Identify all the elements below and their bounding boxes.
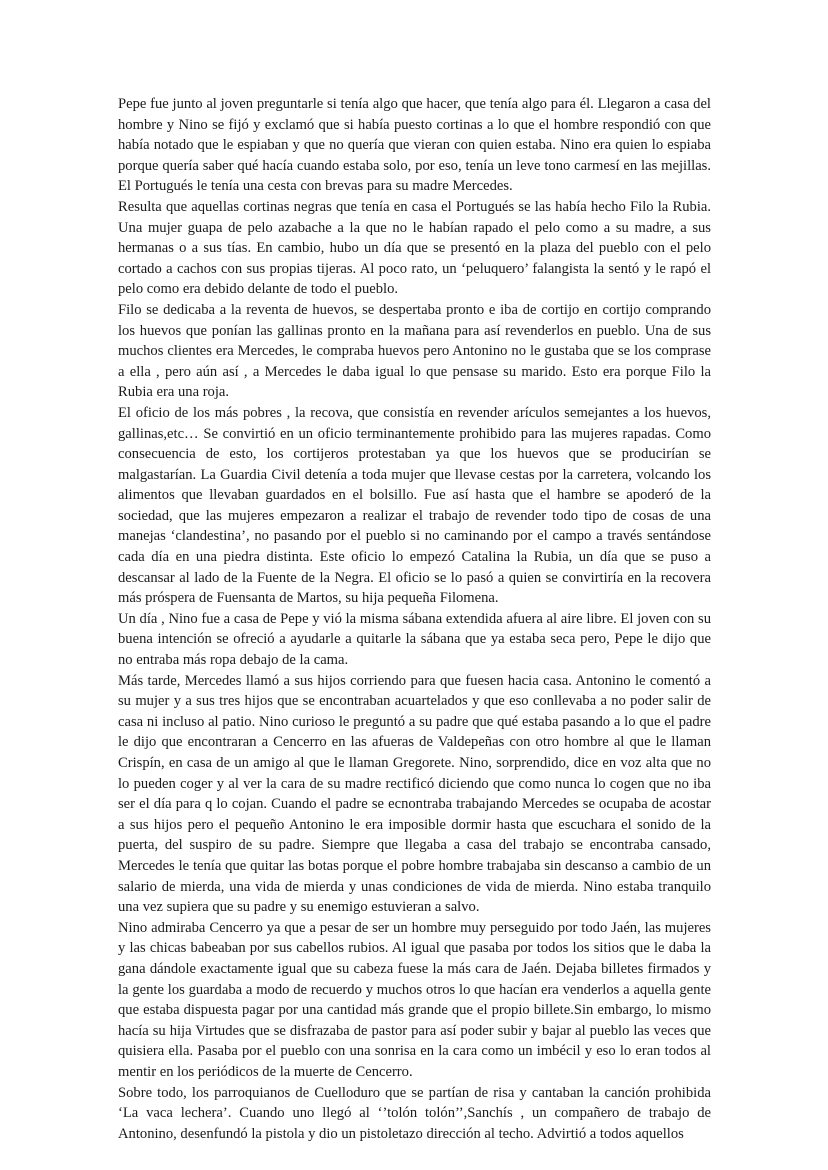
paragraph-cuelloduro: Sobre todo, los parroquianos de Cuelloduro que se partían de risa y cantaban la canción prohibida ‘La vaca lechera’. Cuando uno llegó al ‘’tolón tolón’’,Sanchís , un compañero de trabajo de Antonino, desenfundó la pistola y dio un pistoletazo dirección al techo. Advirtió a todos aquellos <box>118 1084 711 1142</box>
paragraph-egg-resale: Filo se dedicaba a la reventa de huevos, se despertaba pronto e iba de cortijo en cortijo comprando los huevos que ponían las gallinas pronto en la mañana para así revenderlos en pueblo. Una de sus muchos clientes era Mercedes, le compraba huevos pero Antonino no le gustaba que se los comprase a ella , pero aún así , a Mercedes le daba igual lo que pensase su marido. Esto era porque Filo la Rubia era una roja. <box>118 301 711 401</box>
paragraph-cencerro: Nino admiraba Cencerro ya que a pesar de ser un hombre muy perseguido por todo Jaén, las mujeres y las chicas babeaban por sus cabellos rubios. Al igual que pasaba por todos los sitios que le daba la gana dándole exactamente igual que su cabeza fuese la más cara de Jaén. Dejaba billetes firmados y la gente los guardaba a modo de recuerdo y muchos otros lo que hacían era venderlos a aquella gente que estaba dispuesta pagar por una cantidad más grande que el propio billete.Sin embargo, lo mismo hacía su hija Virtudes que se disfrazaba de pastor para así poder subir y bajar al pueblo las veces que quisiera ella. Pasaba por el pueblo con una sonrisa en la cara como un imbécil y eso lo eran todos al mentir en los periódicos de la muerte de Cencerro. <box>118 919 711 1080</box>
paragraph-quartered: Más tarde, Mercedes llamó a sus hijos corriendo para que fuesen hacia casa. Antonino le comentó a su mujer y a sus tres hijos que se encontraban acuartelados y que eso conllevaba a no poder salir de casa ni incluso al patio. Nino curioso le preguntó a su padre que qué estaba pasando a lo que el padre le dijo que encontraran a Cencerro en las afueras de Valdepeñas con otro hombre al que le llaman Crispín, en casa de un amigo al que le llaman Gregorete. Nino, sorprendido, dice en voz alta que no lo pueden coger y al ver la cara de su madre rectificó diciendo que como nunca lo cogen que no iba ser el día para q lo cojan. Cuando el padre se ecnontraba trabajando Mercedes se ocupaba de acostar a sus hijos pero el pequeño Antonino le era imposible dormir hasta que escuchara el sonido de la puerta, del suspiro de su padre. Siempre que llegaba a casa del trabajo se encontraba cansado, Mercedes le tenía que quitar las botas porque el pobre hombre trabajaba sin descanso a cambio de un salario de mierda, una vida de mierda y unas condiciones de vida de mierda. Nino estaba tranquilo una vez supiera que su padre y su enemigo estuvieran a salvo. <box>118 672 711 916</box>
paragraph-filo-curtains: Resulta que aquellas cortinas negras que tenía en casa el Portugués se las había hecho Filo la Rubia. Una mujer guapa de pelo azabache a la que no le habían rapado el pelo como a su madre, a sus hermanas o a sus tías. En cambio, hubo un día que se presentó en la plaza del pueblo con el pelo cortado a cachos con sus propias tijeras. Al poco rato, un ‘peluquero’ falangista la sentó y le rapó el pelo como era debido delante de todo el pueblo. <box>118 198 711 298</box>
paragraph-sheet: Un día , Nino fue a casa de Pepe y vió la misma sábana extendida afuera al aire libre. El joven con su buena intención se ofreció a ayudarle a quitarle la sábana que ya estaba seca pero, Pepe le dijo que no entraba más ropa debajo de la cama. <box>118 610 711 669</box>
paragraph-pepe-visit: Pepe fue junto al joven preguntarle si tenía algo que hacer, que tenía algo para él. Llegaron a casa del hombre y Nino se fijó y exclamó que si había puesto cortinas a lo que el hombre respondió con que había notado que le espiaban y que no quería que vieran con quien estaba. Nino era quien lo espiaba porque quería saber qué hacía cuando estaba solo, por eso, tenía un leve tono carmesí en las mejillas. El Portugués le tenía una cesta con brevas para su madre Mercedes. <box>118 96 711 195</box>
document-body <box>118 94 711 1144</box>
paragraph-recova-trade: El oficio de los más pobres , la recova, que consistía en revender arículos semejantes a los huevos, gallinas,etc… Se convirtió en un oficio terminantemente prohibido para las mujeres rapadas. Como consecuencia de esto, los cortijeros protestaban ya que los huevos que se producirían se malgastarían. La Guardia Civil detenía a toda mujer que llevase cestas por la carretera, volcando los alimentos que llevaban guardados en el bolsillo. Fue así hasta que el hambre se apoderó de la sociedad, que las mujeres empezaron a realizar el trabajo de revender todo tipo de cosas de una manejas ‘clandestina’, no pasando por el pueblo si no caminando por el campo a través sentándose cada día en una piedra distinta. Este oficio lo empezó Catalina la Rubia, un día que se puso a descansar al lado de la Fuente de la Negra. El oficio se lo pasó a quien se convirtiría en la recovera más próspera de Fuensanta de Martos, su hija pequeña Filomena. <box>118 404 711 607</box>
